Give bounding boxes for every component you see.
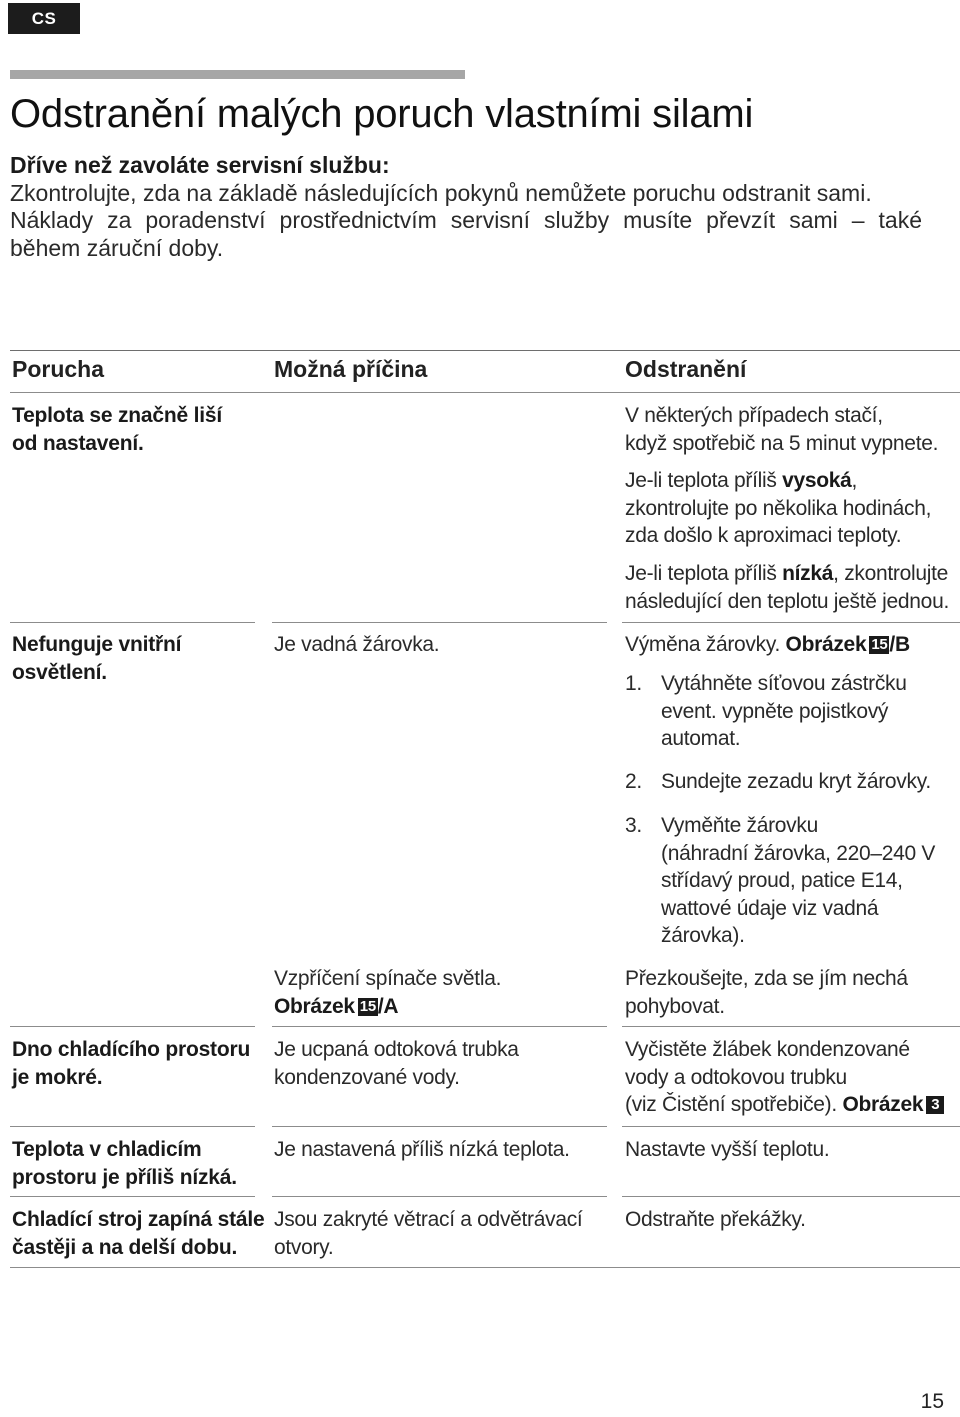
- figure-ref: Obrázek: [842, 1093, 924, 1116]
- page-number: 15: [920, 1390, 944, 1413]
- row-rule: [622, 1126, 960, 1127]
- text-line: Jsou zakryté větrací a odvětrávací: [274, 1208, 583, 1231]
- text-line: kondenzované vody.: [274, 1065, 460, 1089]
- step-3: [625, 812, 955, 952]
- row5-remedy: Odstraňte překážky.: [625, 1208, 806, 1231]
- row2-remedy-2: [625, 965, 908, 1020]
- step-number: 3.: [625, 814, 642, 837]
- text-line: [625, 1091, 944, 1119]
- row-rule: [10, 1196, 255, 1197]
- text-line: osvětlení.: [12, 660, 107, 684]
- text-fragment: , zkontrolujte: [833, 562, 948, 585]
- table-top-rule: [10, 350, 960, 351]
- text-line: Chladící stroj zapíná stále: [12, 1208, 265, 1231]
- text-line: Je ucpaná odtoková trubka: [274, 1038, 519, 1061]
- text-fragment: (viz Čistění spotřebiče).: [625, 1093, 843, 1116]
- text-line: Vyčistěte žlábek kondenzované: [625, 1038, 910, 1061]
- text-line: Přezkoušejte, zda se jím nechá: [625, 967, 908, 990]
- row2-cause: Je vadná žárovka.: [274, 633, 440, 656]
- text-fragment: Je-li teplota příliš: [625, 469, 783, 492]
- emphasis-high: vysoká: [782, 469, 852, 492]
- row3-remedy: [625, 1036, 944, 1119]
- text-line: Dno chladícího prostoru: [12, 1038, 251, 1061]
- text-line: Vzpříčení spínače světla.: [274, 967, 502, 990]
- row-rule: [10, 1026, 255, 1027]
- row3-cause: [274, 1036, 519, 1091]
- row4-cause: Je nastavená příliš nízká teplota.: [274, 1138, 570, 1161]
- text-line: zda došlo k aproximaci teploty.: [625, 524, 902, 547]
- text-line: wattové údaje viz vadná: [661, 896, 879, 920]
- text-fragment: Výměna žárovky.: [625, 633, 786, 656]
- row-rule: [622, 1026, 960, 1027]
- text-fragment: ,: [851, 469, 858, 492]
- text-line: je mokré.: [12, 1065, 103, 1089]
- text-line: Vyměňte žárovku: [661, 814, 818, 837]
- row1-remedy-b: [625, 467, 931, 550]
- row2-remedy: [625, 631, 910, 659]
- step-1: [625, 670, 955, 755]
- text-fragment: Je-li teplota příliš: [625, 562, 783, 585]
- row5-cause: [274, 1206, 582, 1261]
- figure-ref: Obrázek: [785, 633, 867, 656]
- text-line: prostoru je příliš nízká.: [12, 1165, 237, 1189]
- header-problem: Porucha: [12, 356, 105, 382]
- row-rule: [272, 1126, 607, 1127]
- row-rule: [10, 1126, 255, 1127]
- step-text: [661, 812, 960, 950]
- page-title: Odstranění malých poruch vlastními silami: [10, 92, 754, 136]
- text-line: pohybovat.: [625, 994, 725, 1018]
- row2-problem: [12, 631, 181, 686]
- step-text: [661, 768, 960, 796]
- text-line: vody a odtokovou trubku: [625, 1065, 847, 1089]
- table-bottom-rule: [10, 1267, 960, 1268]
- text-line: častěji a na delší dobu.: [12, 1235, 238, 1259]
- text-line: otvory.: [274, 1235, 334, 1259]
- row2-cause-2: [274, 965, 501, 1020]
- language-tag: CS: [8, 3, 80, 34]
- intro-section: [10, 152, 922, 262]
- intro-subhead: Dříve než zavoláte servisní službu:: [10, 152, 390, 178]
- text-line: [625, 560, 949, 588]
- intro-paragraph-2: Náklady za poradenství prostřednictvím servisní služby musíte převzít sami – také během záruční doby.: [10, 207, 922, 261]
- intro-paragraph-1: Zkontrolujte, zda na základě následujících pokynů nemůžete poruchu odstranit sami.: [10, 179, 872, 206]
- figure-suffix: /B: [889, 633, 910, 656]
- text-line: automat.: [661, 727, 741, 750]
- text-line: žárovka).: [661, 924, 745, 947]
- text-line: Teplota v chladicím: [12, 1138, 202, 1161]
- text-line: Nefunguje vnitřní: [12, 633, 182, 656]
- text-line: (náhradní žárovka, 220–240 V: [661, 841, 936, 865]
- header-bottom-rule: [10, 392, 960, 393]
- text-line: zkontrolujte po několika hodinách,: [625, 496, 932, 520]
- figure-number-badge: 3: [926, 1096, 944, 1114]
- row1-problem: [12, 402, 222, 457]
- text-line: následující den teplotu ještě jednou.: [625, 589, 949, 613]
- row3-problem: [12, 1036, 250, 1091]
- row5-problem: [12, 1206, 265, 1261]
- text-line: V některých případech stačí,: [625, 404, 883, 427]
- row4-remedy: Nastavte vyšší teplotu.: [625, 1138, 830, 1161]
- row-rule: [272, 622, 607, 623]
- step-2: [625, 768, 955, 796]
- row-rule: [272, 1026, 607, 1027]
- figure-ref: Obrázek: [274, 994, 355, 1018]
- text-line: Teplota se značně liší: [12, 404, 222, 427]
- figure-suffix: /A: [377, 994, 399, 1018]
- step-number: 1.: [625, 672, 642, 695]
- row4-problem: [12, 1136, 237, 1191]
- row-rule: [10, 622, 255, 623]
- text-line: [274, 993, 501, 1021]
- text-line: když spotřebič na 5 minut vypnete.: [625, 431, 939, 455]
- row1-remedy-c: [625, 560, 949, 615]
- text-line: event. vypněte pojistkový: [661, 699, 889, 723]
- emphasis-low: nízká: [782, 562, 834, 585]
- row-rule: [622, 622, 960, 623]
- header-cause: Možná příčina: [274, 356, 428, 382]
- text-line: střídavý proud, patice E14,: [661, 869, 903, 892]
- header-rule: [10, 70, 465, 79]
- text-line: Vytáhněte síťovou zástrčku: [661, 672, 907, 695]
- figure-number-badge: 15: [871, 636, 888, 653]
- header-remedy: Odstranění: [625, 356, 747, 382]
- text-line: od nastavení.: [12, 431, 144, 455]
- row-rule: [272, 1196, 607, 1197]
- text-line: Sundejte zezadu kryt žárovky.: [661, 770, 931, 793]
- figure-number-badge: 15: [359, 997, 376, 1015]
- row-rule: [622, 1196, 960, 1197]
- row1-remedy-a: [625, 402, 938, 457]
- step-text: [661, 670, 960, 753]
- text-line: [625, 467, 931, 495]
- step-number: 2.: [625, 770, 642, 793]
